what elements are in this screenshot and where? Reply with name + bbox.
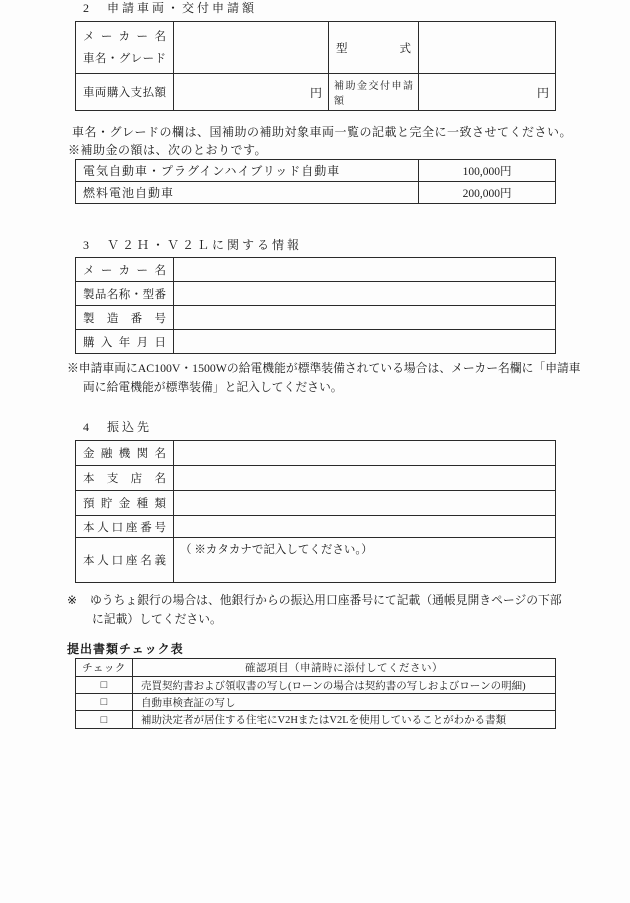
table-row xyxy=(76,258,556,282)
note-yucho-line1 xyxy=(67,591,563,610)
table-row xyxy=(76,74,556,111)
table-row xyxy=(76,282,556,306)
checklist-table xyxy=(75,658,556,729)
ev-phv-row xyxy=(76,160,556,182)
checklist-item: 売買契約書および領収書の写し(ローンの場合は契約書の写しおよびローンの明細) xyxy=(133,677,556,694)
v2h-v2l-table xyxy=(75,257,556,354)
table-row xyxy=(76,538,556,583)
bank-name-field[interactable] xyxy=(174,441,556,466)
table-row xyxy=(76,441,556,466)
model-type-label: 型式 xyxy=(329,22,419,74)
checkbox-inspection-copy[interactable] xyxy=(76,694,133,711)
note-ac100v-line1: ※申請車両にAC100V・1500Wの給電機能が標準装備されている場合は、メーカー名欄に「申請車 xyxy=(67,361,581,375)
v2h-maker-field[interactable] xyxy=(174,258,556,282)
model-type-field[interactable] xyxy=(419,22,556,74)
note-ac100v-line2: 両に給電機能が標準装備」と記入してください。 xyxy=(83,380,343,394)
item-column-header: 確認項目（申請時に添付してください） xyxy=(133,659,556,677)
branch-name-field[interactable] xyxy=(174,466,556,491)
account-holder-field[interactable] xyxy=(174,538,556,583)
page-content xyxy=(67,0,581,729)
maker-name-label: メーカー名 xyxy=(83,30,166,43)
product-model-label: 製品名称・型番 xyxy=(76,282,174,306)
v2h-maker-label: メーカー名 xyxy=(76,258,174,282)
bank-name-label: 金融機関名 xyxy=(76,441,174,466)
fcv-row xyxy=(76,182,556,204)
checkbox-contract-copy[interactable] xyxy=(76,677,133,694)
section2-notes xyxy=(67,123,573,159)
account-holder-label: 本人口座名義 xyxy=(76,538,174,583)
maker-name-grade-label xyxy=(76,22,174,74)
account-number-field[interactable] xyxy=(174,516,556,538)
table-row xyxy=(76,466,556,491)
note-yucho-line2: に記載）してください。 xyxy=(92,612,222,626)
checklist-row xyxy=(76,711,556,729)
section3-heading: 3 Ｖ２Ｈ・Ｖ２Ｌに関する情報 xyxy=(83,238,303,252)
fcv-amount: 200,000円 xyxy=(419,182,556,204)
section4-heading: 4 振込先 xyxy=(83,420,153,434)
checklist-title: 提出書類チェック表 xyxy=(67,642,184,656)
checkbox-icon: □ xyxy=(100,696,108,708)
purchase-date-label: 購入年月日 xyxy=(76,330,174,354)
checklist-row xyxy=(76,694,556,711)
checklist-item: 補助決定者が居住する住宅にV2HまたはV2Lを使用していることがわかる書類 xyxy=(133,711,556,729)
fcv-label: 燃料電池自動車 xyxy=(76,182,419,204)
section3-note xyxy=(67,359,581,397)
purchase-amount-field[interactable] xyxy=(174,74,329,111)
table-row xyxy=(76,516,556,538)
ev-phv-label: 電気自動車・プラグインハイブリッド自動車 xyxy=(76,160,419,182)
checklist-header-row xyxy=(76,659,556,677)
ev-phv-amount: 100,000円 xyxy=(419,160,556,182)
section4-note xyxy=(67,591,563,629)
note-marker: ※ xyxy=(67,593,77,607)
table-row xyxy=(76,491,556,516)
table-row xyxy=(76,22,556,74)
account-number-label: 本人口座番号 xyxy=(76,516,174,538)
note-yucho-text: ゆうちょ銀行の場合は、他銀行からの振込用口座番号にて記載（通帳見開きページの下部 xyxy=(90,593,562,607)
yen-unit: 円 xyxy=(309,85,322,100)
purchase-amount-label: 車両購入支払額 xyxy=(76,74,174,111)
katakana-note: （ ※カタカナで記入してください。） xyxy=(180,544,373,556)
maker-name-field[interactable] xyxy=(174,22,329,74)
checklist-row xyxy=(76,677,556,694)
vehicle-application-table xyxy=(75,21,556,111)
deposit-type-field[interactable] xyxy=(174,491,556,516)
serial-number-field[interactable] xyxy=(174,306,556,330)
checkbox-v2h-usage-proof[interactable] xyxy=(76,711,133,729)
checkbox-icon: □ xyxy=(100,713,108,726)
table-row xyxy=(76,330,556,354)
note-grade-match: 車名・グレードの欄は、国補助の補助対象車両一覧の記載と完全に一致させてください。 xyxy=(72,125,573,139)
table-row xyxy=(76,306,556,330)
checklist-item: 自動車検査証の写し xyxy=(133,694,556,711)
check-column-header: チェック xyxy=(76,659,133,677)
purchase-date-field[interactable] xyxy=(174,330,556,354)
deposit-type-label: 預貯金種類 xyxy=(76,491,174,516)
subsidy-amount-label: 補助金交付申請額 xyxy=(329,74,419,111)
yen-unit: 円 xyxy=(536,85,549,100)
product-model-field[interactable] xyxy=(174,282,556,306)
branch-name-label: 本支店名 xyxy=(76,466,174,491)
car-name-grade-label: 車名・グレード xyxy=(83,52,166,65)
subsidy-amount-table xyxy=(75,159,556,204)
section2-heading: 2 申請車両・交付申請額 xyxy=(83,1,258,15)
serial-number-label: 製造番号 xyxy=(76,306,174,330)
note-subsidy-amount: ※補助金の額は、次のとおりです。 xyxy=(68,143,268,157)
subsidy-amount-field[interactable] xyxy=(419,74,556,111)
bank-transfer-table xyxy=(75,440,556,583)
checkbox-icon: □ xyxy=(100,679,108,691)
